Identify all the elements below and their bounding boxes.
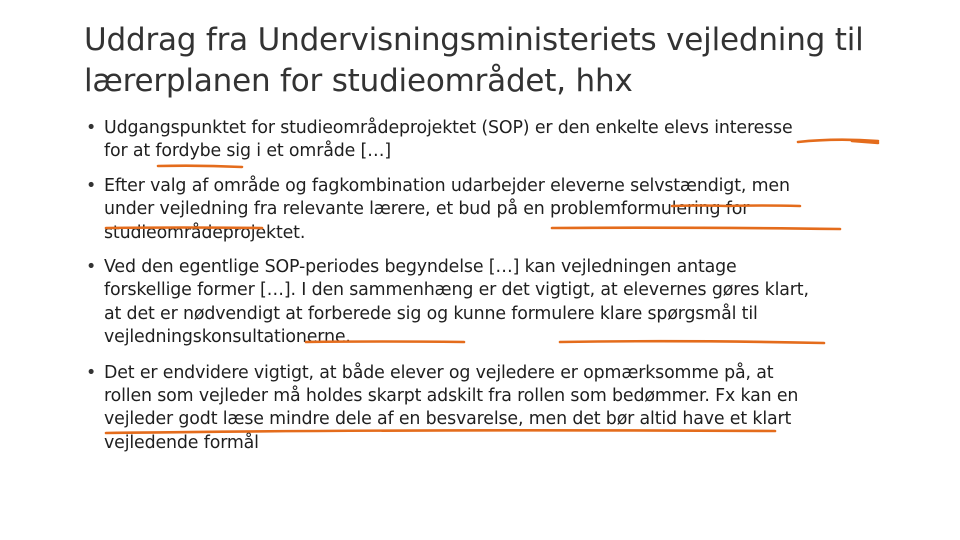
title-line-2: lærerplanen for studieområdet, hhx [84, 63, 633, 99]
bullet-icon: • [86, 175, 97, 196]
slide-title [84, 20, 944, 102]
bullet-icon: • [86, 118, 97, 138]
bullet-2-line-2: under vejledning fra relevante lærere, et bud på en problemformulering for [104, 199, 750, 220]
bullet-4-line-2: rollen som vejleder må holdes skarpt adskilt fra rollen som bedømmer. Fx kan en [104, 386, 799, 407]
title-line-1: Uddrag fra Undervisningsministeriets vejledning til [84, 22, 864, 58]
bullet-3-line-4: vejledningskonsultationerne. [104, 327, 351, 348]
bullet-icon: • [86, 362, 97, 383]
bullet-item-4 [84, 362, 944, 456]
bullet-3-line-1: Ved den egentlige SOP-periodes begyndelse […] kan vejledningen antage [104, 257, 737, 278]
bullet-item-1 [84, 117, 944, 164]
bullet-3-line-3: at det er nødvendigt at forberede sig og kunne formulere klare spørgsmål til [104, 303, 758, 324]
bullet-3-line-2: forskellige former […]. I den sammenhæng er det vigtigt, at elevernes gøres klart, [104, 280, 809, 301]
bullet-item-2 [84, 175, 944, 245]
bullet-2-line-3: studieområdeprojektet. [104, 222, 306, 243]
bullet-item-3 [84, 256, 944, 350]
bullet-4-line-3: vejleder godt læse mindre dele af en besvarelse, men det bør altid have et klart [104, 409, 792, 430]
bullet-1-line-1: Udgangspunktet for studieområdeprojektet (SOP) er den enkelte elevs interesse [104, 118, 793, 138]
bullet-4-line-1: Det er endvidere vigtigt, at både elever og vejledere er opmærksomme på, at [104, 362, 774, 383]
bullet-4-line-4: vejledende formål [104, 432, 259, 453]
bullet-2-line-1: Efter valg af område og fagkombination udarbejder eleverne selvstændigt, men [104, 175, 790, 196]
bullet-icon: • [86, 257, 97, 278]
bullet-1-line-2: for at fordybe sig i et område […] [104, 141, 392, 162]
bullet-list [84, 117, 944, 466]
